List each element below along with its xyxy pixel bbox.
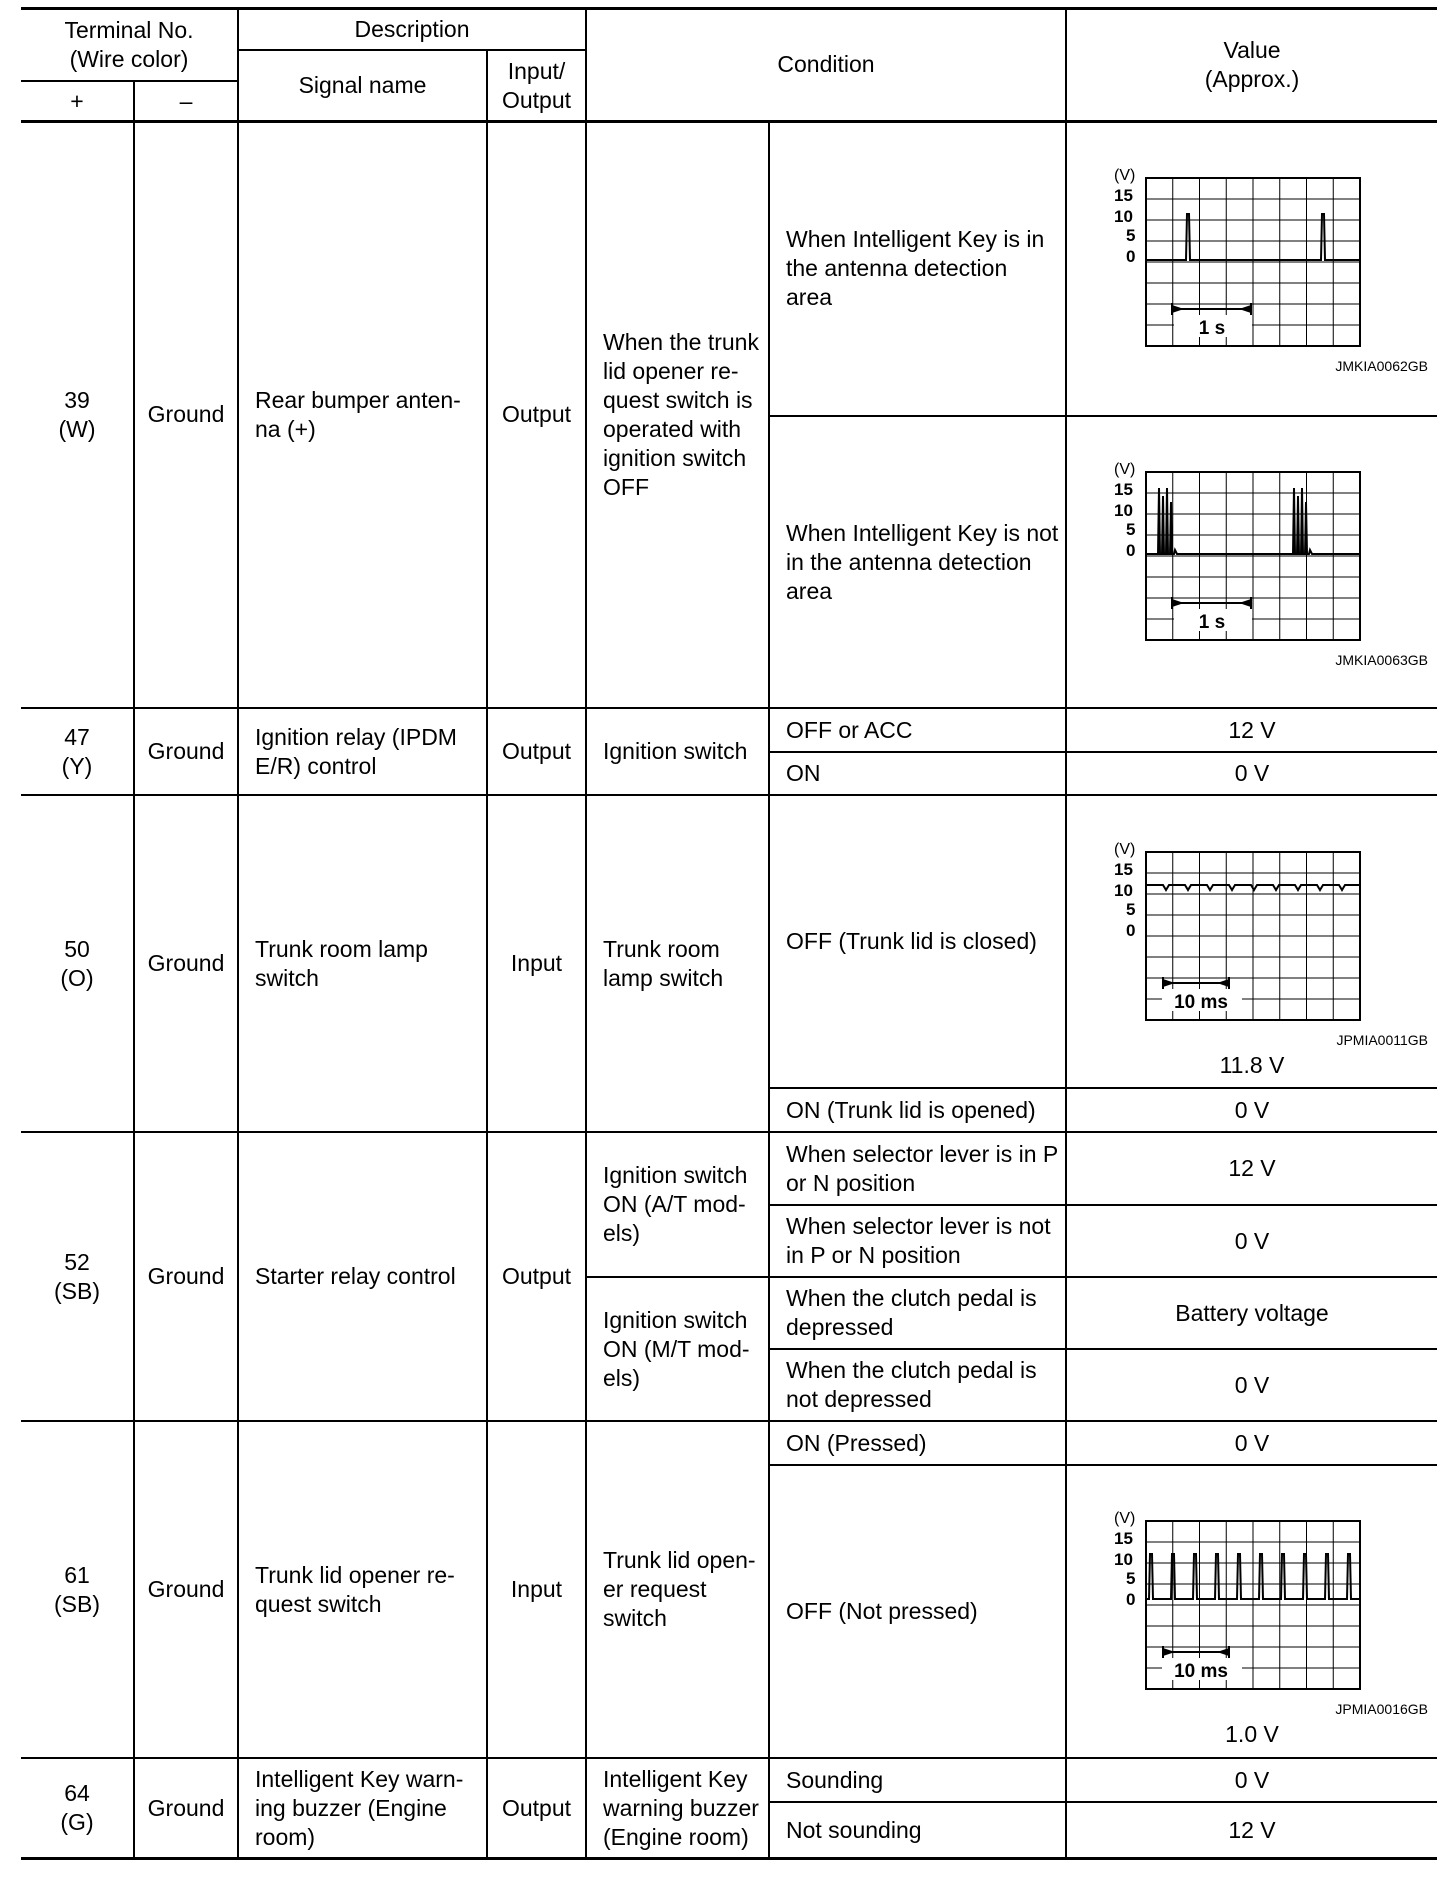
time-scale-marker bbox=[1172, 303, 1252, 339]
y-tick-label: 10 bbox=[1114, 207, 1133, 226]
waveform-graph bbox=[1110, 458, 1432, 670]
sub-condition: When Intelligent Key is in the antenna detection area bbox=[786, 226, 1045, 310]
signal-name: Starter relay control bbox=[255, 1263, 456, 1289]
y-tick-label: 5 bbox=[1126, 900, 1136, 919]
y-axis-labels bbox=[1114, 841, 1135, 940]
y-tick-label: 15 bbox=[1114, 1529, 1133, 1548]
y-tick-label: 0 bbox=[1126, 1590, 1136, 1609]
col-rule bbox=[1065, 7, 1067, 1859]
time-scale-marker bbox=[1162, 977, 1242, 1013]
input-output: Input bbox=[510, 950, 563, 976]
value: 1.0 V bbox=[1225, 1720, 1279, 1747]
rule-bottom bbox=[21, 1857, 1437, 1860]
value: 0 V bbox=[1234, 1766, 1270, 1793]
terminal-minus: Ground bbox=[147, 401, 225, 427]
time-scale-label: 1 s bbox=[1198, 612, 1226, 633]
value: 0 V bbox=[1234, 1096, 1270, 1123]
terminal-minus: Ground bbox=[147, 1263, 225, 1289]
sub-condition: When selector lever is not in P or N position bbox=[786, 1213, 1051, 1268]
waveform-graph bbox=[1110, 164, 1432, 376]
terminal-minus: Ground bbox=[147, 738, 225, 764]
condition: When the trunk lid opener re- quest switch is operated with ignition switch OFF bbox=[603, 328, 759, 500]
y-tick-label: 5 bbox=[1126, 1569, 1136, 1588]
signal-name: Trunk room lamp switch bbox=[255, 935, 428, 991]
condition: Ignition switch ON (M/T mod- els) bbox=[603, 1306, 750, 1391]
value: 0 V bbox=[1234, 760, 1270, 786]
y-axis-unit: (V) bbox=[1114, 461, 1136, 478]
time-scale-label: 10 ms bbox=[1174, 992, 1228, 1013]
value: 12 V bbox=[1228, 716, 1276, 743]
value: 12 V bbox=[1228, 1155, 1276, 1181]
oscilloscope-figure bbox=[1110, 838, 1432, 1050]
y-axis-unit: (V) bbox=[1114, 167, 1136, 184]
header-plus: + bbox=[70, 87, 84, 114]
header-terminal-no: Terminal No. (Wire color) bbox=[64, 16, 194, 72]
y-tick-label: 0 bbox=[1126, 247, 1136, 266]
terminal-number: 64 (G) bbox=[60, 1780, 94, 1835]
sub-condition: When Intelligent Key is not in the antenna detection area bbox=[786, 519, 1059, 604]
time-scale-marker bbox=[1162, 1646, 1242, 1682]
header-condition: Condition bbox=[777, 51, 875, 77]
condition: Ignition switch bbox=[603, 738, 748, 764]
input-output: Output bbox=[501, 1263, 572, 1289]
input-output: Input bbox=[510, 1576, 563, 1602]
y-axis-labels bbox=[1114, 461, 1135, 560]
y-tick-label: 5 bbox=[1126, 226, 1136, 245]
condition: Trunk room lamp switch bbox=[603, 935, 724, 991]
signal-name: Ignition relay (IPDM E/R) control bbox=[255, 723, 457, 779]
sub-condition: OFF or ACC bbox=[786, 716, 913, 743]
sub-condition: When the clutch pedal is not depressed bbox=[786, 1357, 1037, 1412]
terminal-number: 39 (W) bbox=[58, 386, 96, 442]
input-output: Output bbox=[501, 1794, 572, 1821]
terminal-minus: Ground bbox=[147, 1576, 225, 1602]
sub-condition: ON bbox=[786, 760, 821, 786]
y-tick-label: 0 bbox=[1126, 921, 1136, 940]
value: 0 V bbox=[1234, 1429, 1270, 1456]
input-output: Output bbox=[501, 738, 572, 764]
y-tick-label: 15 bbox=[1114, 186, 1133, 205]
terminal-number: 61 (SB) bbox=[54, 1561, 100, 1617]
sub-condition: When the clutch pedal is depressed bbox=[786, 1285, 1037, 1340]
signal-name: Intelligent Key warn- ing buzzer (Engine room) bbox=[255, 1765, 464, 1850]
waveform-graph bbox=[1110, 1507, 1432, 1719]
signal-name: Rear bumper anten- na (+) bbox=[255, 386, 461, 442]
oscilloscope-figure bbox=[1110, 164, 1432, 376]
terminal-number: 47 (Y) bbox=[61, 723, 93, 779]
condition: Ignition switch ON (A/T mod- els) bbox=[603, 1162, 748, 1246]
terminal-number: 50 (O) bbox=[60, 935, 94, 991]
terminal-number: 52 (SB) bbox=[54, 1248, 100, 1304]
y-tick-label: 5 bbox=[1126, 520, 1136, 539]
header-signal-name: Signal name bbox=[298, 72, 427, 98]
sub-condition: ON (Trunk lid is opened) bbox=[786, 1096, 1036, 1123]
value: 0 V bbox=[1234, 1227, 1270, 1254]
value: 0 V bbox=[1234, 1371, 1270, 1398]
sub-condition: OFF (Trunk lid is closed) bbox=[786, 928, 1037, 954]
header-minus: – bbox=[179, 87, 193, 114]
header-value: Value (Approx.) bbox=[1204, 36, 1300, 92]
condition: Trunk lid open- er request switch bbox=[603, 1547, 756, 1631]
sub-condition: Sounding bbox=[786, 1766, 884, 1793]
y-tick-label: 0 bbox=[1126, 541, 1136, 560]
y-tick-label: 10 bbox=[1114, 501, 1133, 520]
sub-condition: Not sounding bbox=[786, 1816, 922, 1843]
value: 11.8 V bbox=[1219, 1051, 1285, 1078]
condition: Intelligent Key warning buzzer (Engine room) bbox=[603, 1765, 759, 1850]
signal-name: Trunk lid opener re- quest switch bbox=[255, 1561, 455, 1617]
oscilloscope-figure bbox=[1110, 458, 1432, 670]
y-axis-unit: (V) bbox=[1114, 841, 1136, 858]
time-scale-label: 1 s bbox=[1198, 318, 1226, 339]
time-scale-marker bbox=[1172, 597, 1252, 633]
value: Battery voltage bbox=[1175, 1299, 1329, 1326]
header-input-output: Input/ Output bbox=[501, 57, 572, 113]
y-tick-label: 15 bbox=[1114, 480, 1133, 499]
terminal-minus: Ground bbox=[147, 1794, 225, 1821]
figure-code: JPMIA0011GB bbox=[1336, 1032, 1428, 1048]
y-axis-labels bbox=[1114, 167, 1135, 266]
terminal-minus: Ground bbox=[147, 950, 225, 976]
time-scale-label: 10 ms bbox=[1174, 1661, 1228, 1682]
y-axis-unit: (V) bbox=[1114, 1510, 1136, 1527]
oscilloscope-figure bbox=[1110, 1507, 1432, 1719]
figure-code: JMKIA0062GB bbox=[1335, 358, 1428, 374]
sub-condition: When selector lever is in P or N position bbox=[786, 1140, 1059, 1196]
input-output: Output bbox=[501, 401, 572, 427]
y-tick-label: 10 bbox=[1114, 881, 1133, 900]
value: 12 V bbox=[1228, 1816, 1276, 1843]
header-description: Description bbox=[354, 15, 470, 42]
y-tick-label: 10 bbox=[1114, 1550, 1133, 1569]
sub-condition: OFF (Not pressed) bbox=[786, 1598, 978, 1624]
figure-code: JMKIA0063GB bbox=[1335, 652, 1428, 668]
figure-code: JPMIA0016GB bbox=[1335, 1701, 1428, 1717]
y-axis-labels bbox=[1114, 1510, 1135, 1609]
sub-condition: ON (Pressed) bbox=[786, 1429, 927, 1456]
waveform-graph bbox=[1110, 838, 1432, 1050]
y-tick-label: 15 bbox=[1114, 860, 1133, 879]
